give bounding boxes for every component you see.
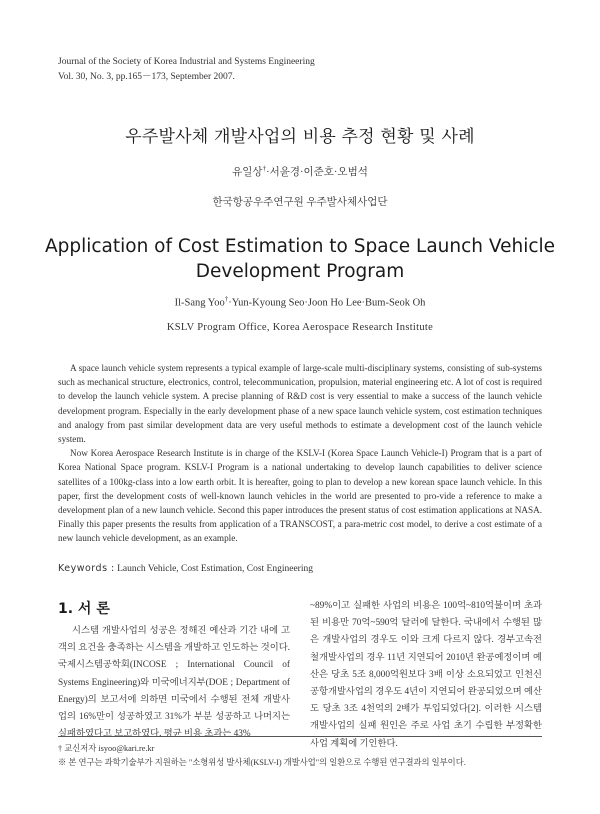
korean-first-author: 유일상 — [232, 167, 263, 178]
journal-name: Journal of the Society of Korea Industrial and Systems Engineering — [58, 57, 315, 67]
abstract-paragraph-1: A space launch vehicle system represents a typical example of large-scale multi-disciplinary systems, consisting of sub-systems such as mechanical structure, electronics, control, telecommunication, propulsion, material engineering etc. A lot of cost is required to develop the launch vehicle system. A precise planning of R&D cost is very essential to make a success of the launch vehicle development program. Especially in the early development phase of a new space launch vehicle system, cost estimation techniques and analogy from past similar development data are very useful methods to estimate a development cost of the launch vehicle system. — [58, 363, 542, 445]
journal-header — [58, 55, 315, 85]
korean-title: 우주발사체 개발사업의 비용 추정 현황 및 사례 — [125, 127, 475, 147]
english-title-line1: Application of Cost Estimation to Space Launch Vehicle — [44, 236, 556, 257]
footnote-divider — [58, 736, 542, 737]
english-first-author: Il-Sang Yoo — [174, 297, 225, 309]
korean-other-authors: ·서윤경·이준호·오범석 — [266, 167, 368, 178]
abstract — [58, 361, 542, 546]
keywords — [58, 563, 313, 574]
keywords-list: Launch Vehicle, Cost Estimation, Cost Engineering — [117, 564, 313, 574]
section-heading-introduction: 1. 서 론 — [58, 601, 110, 617]
corresponding-mark: † — [262, 164, 267, 173]
keywords-label: Keywords : — [58, 563, 115, 574]
footnotes — [58, 742, 466, 770]
korean-authors — [0, 164, 600, 179]
body-column-left — [58, 623, 290, 743]
english-title — [40, 234, 560, 284]
english-title-line2: Development Program — [195, 261, 405, 282]
corresponding-mark-en: † — [224, 295, 229, 303]
intro-paragraph-right: ~89%이고 실패한 사업의 비용은 100억~810억불이며 초과된 비용만 70억~590억 달러에 달한다. 국내에서 수행된 많은 개발사업의 경우도 이와 크게 다르지 않다. 경부고속전철개발사업의 경우 11년 지연되어 2010년 완공예정이며 예산은 당초 5조 8,000억원보다 3배 이상 소요되었고 인천신공항개발사업의 경우도 4년이 지연되어 완공되었으며 예산도 당초 3조 4천억의 2배가 투입되었다[2]. 이러한 시스템 개발사업의 실패 원인은 주로 사업 초기 수립한 부정확한 사업 계획에 기인한다. — [310, 601, 542, 749]
korean-affiliation: 한국항공우주연구원 우주발사체사업단 — [212, 197, 388, 208]
journal-volume: Vol. 30, No. 3, pp.165－173, September 2007. — [58, 72, 235, 82]
english-other-authors: ·Yun-Kyoung Seo·Joon Ho Lee·Bum-Seok Oh — [228, 297, 426, 309]
footnote-funding: ※ 본 연구는 과학기술부가 지원하는 "소형위성 발사체(KSLV-I) 개발사업"의 일환으로 수행된 연구결과의 일부이다. — [58, 758, 466, 767]
english-authors — [0, 295, 600, 309]
english-affiliation: KSLV Program Office, Korea Aerospace Research Institute — [166, 322, 434, 333]
body-column-right — [310, 598, 542, 753]
abstract-paragraph-2: Now Korea Aerospace Research Institute is in charge of the KSLV-I (Korea Space Launch Vehicle-I) Program that is a part of Korea National Space program. KSLV-I Program is a national undertaking to develop launch capabilities to deliver science satellites of a 100kg-class into a low earth orbit. It is hereafter, going to plan to develop a new korean space launch vehicle. In this paper, first the development costs of well-known launch vehicles in the world are presented to pro-vide a reference to make a development plan of a new launch vehicle. Second this paper introduces the present status of cost estimation applications at NASA. Finally this paper presents the results from application of a TRANSCOST, a para-metric cost model, to derive a cost estimate of a new launch vehicle development, as an example. — [58, 448, 543, 544]
intro-paragraph-left: 시스템 개발사업의 성공은 정해진 예산과 기간 내에 고객의 요건을 충족하는 시스템을 개발하고 인도하는 것이다. 국제시스템공학회(INCOSE ; International Council of Systems Engineering)와 미국에너지부(DOE ; Department of Energy)의 보고서에 의하면 미국에서 수행된 전체 개발사업의 16%만이 성공하였고 31%가 부분 성공하고 나머지는 실패하였다고 보고하였다. 평균 비용 초과는 43% — [58, 626, 290, 740]
footnote-corresponding-author: † 교신저자 isyoo@kari.re.kr — [58, 744, 155, 753]
